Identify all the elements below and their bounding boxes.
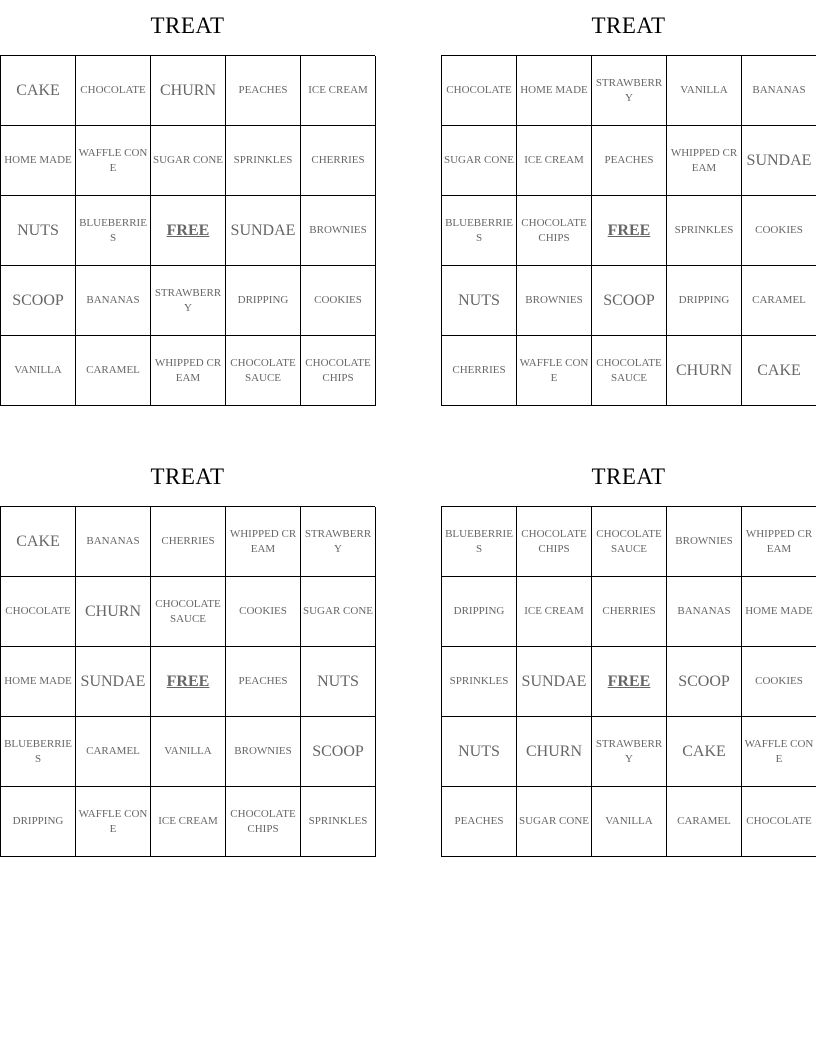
- bingo-cell: CHOCOLATE CHIPS: [517, 196, 592, 266]
- bingo-cell: WAFFLE CONE: [76, 787, 151, 857]
- bingo-cell: WHIPPED CREAM: [742, 507, 816, 577]
- bingo-cell: WAFFLE CONE: [742, 717, 816, 787]
- bingo-cell: STRAWBERRY: [592, 56, 667, 126]
- bingo-cell: CHOCOLATE: [742, 787, 816, 857]
- bingo-cell: VANILLA: [1, 336, 76, 406]
- bingo-cell: SUGAR CONE: [301, 577, 376, 647]
- bingo-cell: WHIPPED CREAM: [151, 336, 226, 406]
- bingo-cell: SPRINKLES: [667, 196, 742, 266]
- card-title: TREAT: [591, 464, 666, 489]
- bingo-cell: PEACHES: [226, 56, 301, 126]
- free-space: FREE: [151, 196, 226, 266]
- bingo-grid: [441, 55, 816, 406]
- bingo-cell: CARAMEL: [76, 336, 151, 406]
- bingo-cell: NUTS: [301, 647, 376, 717]
- bingo-cell: CHERRIES: [442, 336, 517, 406]
- bingo-cell: SPRINKLES: [301, 787, 376, 857]
- bingo-cell: BLUEBERRIES: [442, 196, 517, 266]
- bingo-cell: CHERRIES: [151, 507, 226, 577]
- free-space: FREE: [592, 196, 667, 266]
- bingo-cell: SUNDAE: [76, 647, 151, 717]
- bingo-cell: CHOCOLATE SAUCE: [151, 577, 226, 647]
- bingo-cell: ICE CREAM: [301, 56, 376, 126]
- bingo-cell: BLUEBERRIES: [76, 196, 151, 266]
- bingo-cell: CHOCOLATE SAUCE: [592, 507, 667, 577]
- bingo-cell: ICE CREAM: [517, 126, 592, 196]
- card-title: TREAT: [591, 13, 666, 38]
- bingo-cell: WAFFLE CONE: [517, 336, 592, 406]
- bingo-cell: SCOOP: [592, 266, 667, 336]
- free-space: FREE: [592, 647, 667, 717]
- bingo-cell: CHERRIES: [592, 577, 667, 647]
- bingo-cell: SUGAR CONE: [442, 126, 517, 196]
- bingo-cell: CHURN: [76, 577, 151, 647]
- bingo-cell: SUGAR CONE: [151, 126, 226, 196]
- bingo-cell: COOKIES: [742, 647, 816, 717]
- bingo-grid: [441, 506, 816, 857]
- bingo-cell: DRIPPING: [442, 577, 517, 647]
- bingo-cell: CHOCOLATE CHIPS: [301, 336, 376, 406]
- bingo-cell: SCOOP: [301, 717, 376, 787]
- bingo-cell: CAKE: [1, 56, 76, 126]
- bingo-cell: STRAWBERRY: [151, 266, 226, 336]
- bingo-cell: WAFFLE CONE: [76, 126, 151, 196]
- bingo-cell: CHOCOLATE SAUCE: [592, 336, 667, 406]
- bingo-cell: SPRINKLES: [226, 126, 301, 196]
- bingo-cell: HOME MADE: [1, 126, 76, 196]
- bingo-cell: PEACHES: [592, 126, 667, 196]
- bingo-cell: CHOCOLATE CHIPS: [517, 507, 592, 577]
- bingo-cell: ICE CREAM: [517, 577, 592, 647]
- bingo-cell: DRIPPING: [1, 787, 76, 857]
- bingo-cell: SUGAR CONE: [517, 787, 592, 857]
- bingo-cell: BROWNIES: [226, 717, 301, 787]
- bingo-cell: SUNDAE: [226, 196, 301, 266]
- bingo-cell: NUTS: [442, 266, 517, 336]
- bingo-cell: BLUEBERRIES: [442, 507, 517, 577]
- bingo-cell: WHIPPED CREAM: [667, 126, 742, 196]
- bingo-cell: CHOCOLATE CHIPS: [226, 787, 301, 857]
- bingo-cell: NUTS: [442, 717, 517, 787]
- bingo-cell: CHOCOLATE: [1, 577, 76, 647]
- bingo-cell: VANILLA: [667, 56, 742, 126]
- bingo-cell: BANANAS: [667, 577, 742, 647]
- bingo-cell: COOKIES: [226, 577, 301, 647]
- free-space: FREE: [151, 647, 226, 717]
- bingo-cell: CHURN: [517, 717, 592, 787]
- bingo-cell: HOME MADE: [1, 647, 76, 717]
- bingo-grid: [0, 506, 375, 857]
- bingo-cell: CARAMEL: [667, 787, 742, 857]
- bingo-cell: CHURN: [151, 56, 226, 126]
- bingo-cell: PEACHES: [442, 787, 517, 857]
- bingo-cell: CHOCOLATE SAUCE: [226, 336, 301, 406]
- bingo-cell: CHURN: [667, 336, 742, 406]
- bingo-cell: PEACHES: [226, 647, 301, 717]
- bingo-cell: DRIPPING: [226, 266, 301, 336]
- bingo-cell: BANANAS: [742, 56, 816, 126]
- bingo-cell: COOKIES: [742, 196, 816, 266]
- bingo-cell: STRAWBERRY: [592, 717, 667, 787]
- bingo-cell: CARAMEL: [76, 717, 151, 787]
- bingo-cell: VANILLA: [151, 717, 226, 787]
- bingo-cell: STRAWBERRY: [301, 507, 376, 577]
- bingo-cell: SUNDAE: [517, 647, 592, 717]
- bingo-cell: BANANAS: [76, 507, 151, 577]
- bingo-cell: CARAMEL: [742, 266, 816, 336]
- bingo-cell: CHOCOLATE: [442, 56, 517, 126]
- card-title: TREAT: [150, 464, 225, 489]
- bingo-cell: CHERRIES: [301, 126, 376, 196]
- bingo-cell: SCOOP: [667, 647, 742, 717]
- bingo-cell: SPRINKLES: [442, 647, 517, 717]
- bingo-cell: BROWNIES: [301, 196, 376, 266]
- bingo-cell: BROWNIES: [667, 507, 742, 577]
- bingo-cell: BROWNIES: [517, 266, 592, 336]
- bingo-cell: DRIPPING: [667, 266, 742, 336]
- bingo-cell: SUNDAE: [742, 126, 816, 196]
- bingo-cell: HOME MADE: [517, 56, 592, 126]
- bingo-cell: CAKE: [742, 336, 816, 406]
- bingo-cell: SCOOP: [1, 266, 76, 336]
- bingo-grid: [0, 55, 375, 406]
- bingo-cell: HOME MADE: [742, 577, 816, 647]
- bingo-cell: CAKE: [1, 507, 76, 577]
- bingo-cell: CHOCOLATE: [76, 56, 151, 126]
- bingo-cell: COOKIES: [301, 266, 376, 336]
- bingo-cell: BANANAS: [76, 266, 151, 336]
- bingo-cell: ICE CREAM: [151, 787, 226, 857]
- bingo-cell: VANILLA: [592, 787, 667, 857]
- card-title: TREAT: [150, 13, 225, 38]
- bingo-cell: NUTS: [1, 196, 76, 266]
- bingo-cell: CAKE: [667, 717, 742, 787]
- bingo-cell: BLUEBERRIES: [1, 717, 76, 787]
- bingo-cell: WHIPPED CREAM: [226, 507, 301, 577]
